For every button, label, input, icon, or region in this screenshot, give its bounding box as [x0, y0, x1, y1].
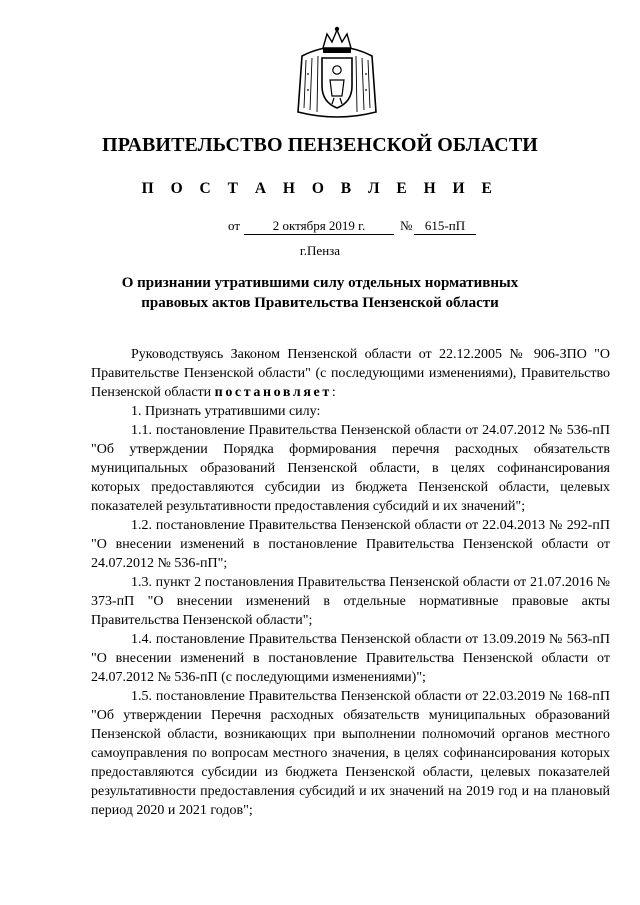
- intro-paragraph: [91, 345, 610, 402]
- number-prefix: №: [400, 218, 413, 233]
- clause-1: 1. Признать утратившими силу:: [131, 404, 321, 419]
- clause-1-5: 1.5. постановление Правительства Пензенской области от 22.03.2019 № 168-пП "Об утверждении Перечня расходных обязательств муниципальных образований Пензенской области, возникающих при выполнении полномочий органов местного самоуправления по вопросам местного значения, в целях софинансирования которых предоставляются субсидии из бюджета Пензенской области, целевых показателей результативности предоставления субсидий и их значений на 2019 год и на плановый период 2020 и 2021 годов";: [91, 689, 610, 818]
- document-city: г.Пенза: [299, 243, 341, 258]
- clause-1-3: 1.3. пункт 2 постановления Правительства Пензенской области от 21.07.2016 № 373-пП "О внесении изменений в отдельные нормативные правовые акты Правительства Пензенской области";: [91, 575, 610, 628]
- intro-text: Руководствуясь Законом Пензенской области от 22.12.2005 № 906-ЗПО "О Правительстве Пензенской области" (с последующими изменениями), Правительство Пензенской области: [91, 347, 610, 400]
- clause-1-1: 1.1. постановление Правительства Пензенской области от 24.07.2012 № 536-пП "Об утверждении Порядка формирования перечня расходных обязательств муниципальных образований Пензенской области, в целях софинансирования которых предоставляются субсидии из бюджета Пензенской области, целевых показателей результативности предоставления субсидий и их значений";: [91, 423, 610, 514]
- document-number: 615-пП: [414, 218, 476, 235]
- clause-1-4: 1.4. постановление Правительства Пензенской области от 13.09.2019 № 563-пП "О внесении изменений в постановление Правительства Пензенской области от 24.07.2012 № 536-пП (с последующими изменениями)";: [91, 632, 610, 685]
- resolution-verb: постановляет: [214, 385, 332, 400]
- date-number-line: [0, 218, 640, 238]
- subject-line-1: О признании утратившими силу отдельных нормативных: [121, 275, 519, 291]
- date-prefix: от: [228, 218, 241, 233]
- document-subject: [120, 273, 520, 313]
- intro-end: :: [331, 385, 336, 400]
- clause-1-2: 1.2. постановление Правительства Пензенской области от 22.04.2013 № 292-пП "О внесении изменений в постановление Правительства Пензенской области от 24.07.2012 № 536-пП";: [91, 518, 610, 571]
- document-date: 2 октября 2019 г.: [244, 218, 394, 235]
- document-body: [91, 345, 610, 820]
- government-title: ПРАВИТЕЛЬСТВО ПЕНЗЕНСКОЙ ОБЛАСТИ: [102, 134, 538, 156]
- document-type: П О С Т А Н О В Л Е Н И Е: [141, 180, 499, 197]
- subject-line-2: правовых актов Правительства Пензенской области: [141, 295, 499, 311]
- coat-of-arms-emblem: [292, 24, 382, 122]
